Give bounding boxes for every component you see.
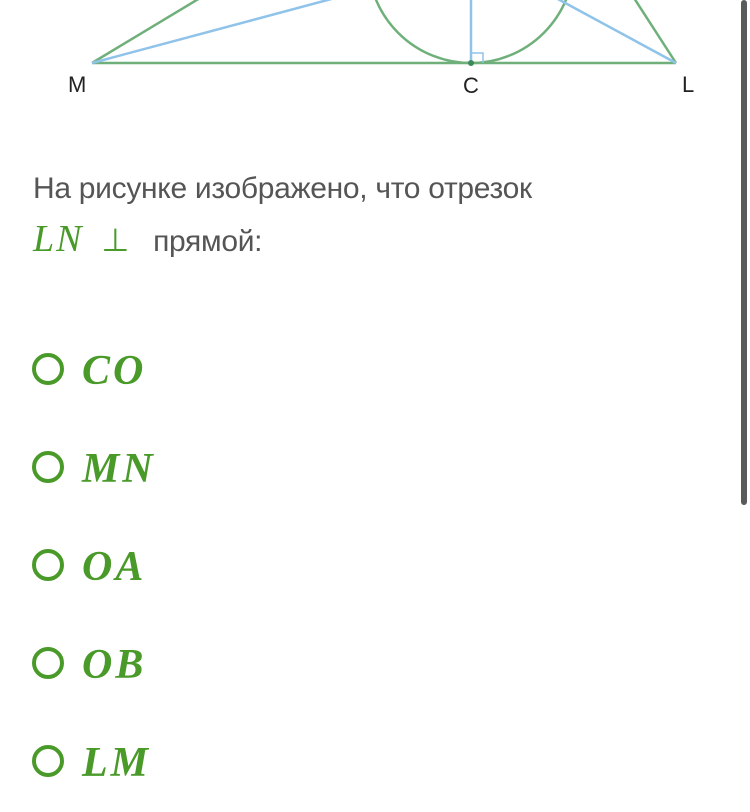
question-suffix: прямой:: [153, 225, 263, 258]
option-label: LM: [82, 740, 151, 786]
radio-button-icon[interactable]: [32, 353, 64, 385]
option-label: MN: [82, 446, 156, 492]
radio-button-icon[interactable]: [32, 549, 64, 581]
radio-button-icon[interactable]: [32, 745, 64, 777]
answer-options: [32, 322, 712, 812]
option-label: OB: [82, 642, 147, 688]
triangle-diagram: [0, 0, 740, 110]
option-oa[interactable]: [32, 518, 712, 616]
segment-l: [556, 0, 676, 63]
question-prefix: На рисунке изображено, что отрезок: [33, 172, 532, 205]
option-label: CO: [82, 348, 147, 394]
label-m: M: [68, 72, 87, 97]
radio-button-icon[interactable]: [32, 451, 64, 483]
perpendicular-symbol: ⊥: [101, 221, 130, 259]
option-lm[interactable]: [32, 714, 712, 812]
segment-m: [92, 0, 335, 63]
radio-button-icon[interactable]: [32, 647, 64, 679]
option-label: OA: [82, 544, 147, 590]
geometry-figure: [0, 0, 740, 110]
side-l-top: [634, 0, 676, 63]
option-ob[interactable]: [32, 616, 712, 714]
scrollbar-thumb[interactable]: [741, 0, 747, 505]
segment-name: LN: [33, 218, 84, 260]
option-co[interactable]: [32, 322, 712, 420]
question-text: [33, 164, 673, 267]
point-c: [468, 60, 474, 66]
side-m-top: [92, 0, 200, 63]
option-mn[interactable]: [32, 420, 712, 518]
label-c: C: [463, 73, 479, 98]
label-l: L: [682, 72, 695, 97]
